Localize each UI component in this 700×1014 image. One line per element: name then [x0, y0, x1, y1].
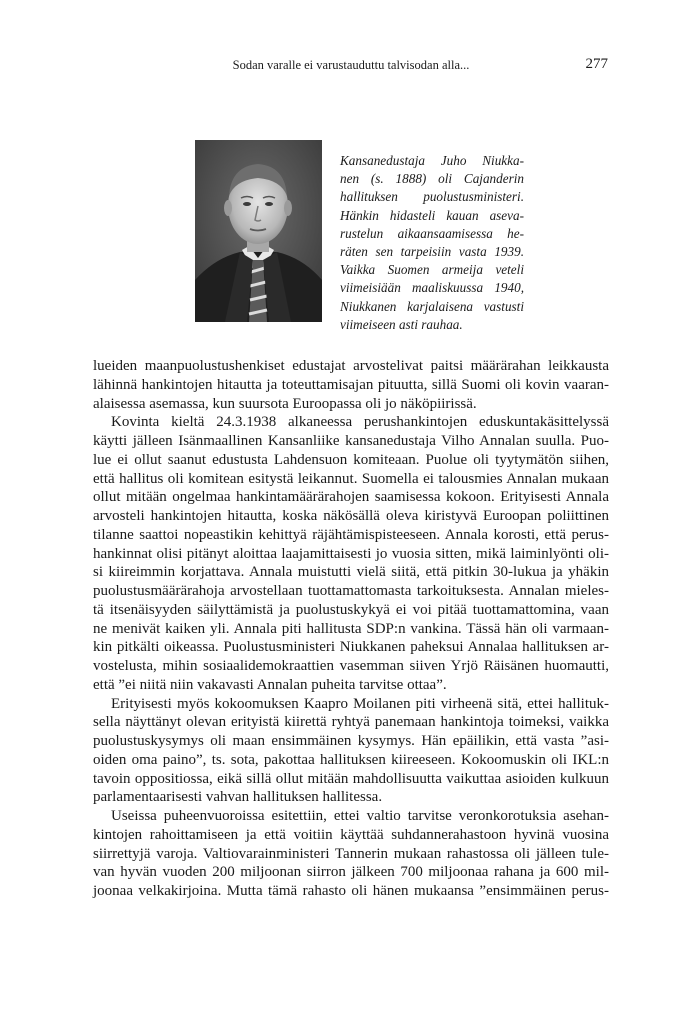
paragraph: [93, 695, 609, 808]
page-header: [92, 56, 610, 76]
text-line: ne menivät kaiken yli. Annala piti hallitusta SDP:n vankina. Tässä hän oli varmaan-: [93, 620, 609, 637]
text-line: parlamentaarisesti vahvan hallituksen hallitessa.: [93, 789, 383, 806]
figure-caption: [340, 152, 524, 334]
text-line: vostelusta, mihin sosiaalidemokraattien vasemman siiven Yrjö Räisänen huomautti,: [93, 658, 609, 674]
running-head: Sodan varalle ei varustauduttu talvisodan alla...: [232, 58, 470, 72]
text-line: Useissa puheenvuoroissa esitettiin, ettei valtio tarvitse veronkorotuksia asehan-: [111, 808, 609, 824]
text-line: sella näyttänyt olevan erityistä kiirettä ryhtyä panemaan hankintoja toimeksi, vaikka: [93, 714, 609, 731]
paragraph: [93, 413, 609, 694]
text-line: Erityisesti myös kokoomuksen Kaapro Moilanen piti virheenä sitä, ettei hallituk-: [111, 695, 609, 712]
caption-line: Kansanedustaja Juho Niukka-: [340, 153, 524, 168]
page-number: 277: [585, 56, 608, 72]
portrait-photo: [195, 140, 322, 322]
caption-line: viimeisiään maaliskuussa 1940,: [340, 280, 524, 296]
text-line: lähinnä hankintojen hitautta ja toteuttamisajan pituutta, sillä Suomi oli kovin vaaran-: [93, 376, 609, 393]
portrait-photo-icon: [195, 140, 322, 322]
text-line: lue ei ollut saanut edustusta Lahdensuon komiteaan. Puolue oli tyytymätön siihen,: [93, 451, 609, 468]
caption-line: räten sen tarpeisiin vasta 1939.: [340, 244, 524, 260]
text-line: kintojen rahoittamiseen ja että voitiin käyttää suhdannerahastoon hyvinä vuosina: [93, 826, 609, 843]
text-line: lueiden maanpuolustushenkiset edustajat arvostelivat paitsi määrärahan leikkausta: [93, 358, 609, 374]
text-line: joonaa velkakirjoina. Mutta tämä rahasto oli hänen mukaansa ”ensimmäinen perus-: [93, 883, 609, 899]
text-line: siirrettyjä varoja. Valtiovarainministeri Tannerin mukaan rahastossa oli jälleen tule-: [93, 845, 609, 862]
caption-line: rustelun aikaansaamisessa he-: [340, 225, 524, 241]
text-line: tavoin oppositiossa, eikä sillä ollut mitään mahdollisuutta vaikuttaa asioiden kulkuun: [93, 770, 609, 787]
text-line: puolustuskysymys oli maan ensimmäinen kysymys. Hän epäilikin, että vasta ”asi-: [93, 733, 609, 749]
caption-line: Hänkin hidasteli kauan aseva-: [340, 207, 524, 223]
text-line: Kovinta kieltä 24.3.1938 alkaneessa perushankintojen eduskuntakäsittelyssä: [111, 414, 609, 431]
text-line: hankinnat olisi pitänyt aloittaa laajamittaisesti jo vuosia sitten, mikä laiminlyönti oli-: [93, 545, 609, 562]
text-line: tilanne saattoi nopeastikin kehittyä räjähtämispisteeseen. Annala korosti, että perus-: [93, 526, 609, 543]
text-line: että hallitus oli komitean esitystä leikannut. Suomella ei talousmies Annalan mukaan: [93, 470, 609, 487]
body-text: [93, 357, 609, 901]
text-line: kin pitkälti oikeassa. Puolustusministeri Niukkanen paheksui Annalaa hallituksen ar-: [93, 639, 609, 656]
caption-line: Niukkanen karjalaisena vastusti: [340, 298, 524, 314]
paragraph: [93, 357, 609, 413]
text-line: si kiireimmin korjattava. Annala muistutti vielä siitä, että pitkin 30-lukua ja yhäkin: [93, 564, 609, 581]
paragraph: [93, 807, 609, 901]
caption-line: Vaikka Suomen armeija veteli: [340, 262, 524, 278]
text-line: ollut mitään ongelmaa hankintamäärärahojen saamisessa kokoon. Erityisesti Annala: [93, 489, 609, 506]
text-line: tä itsenäisyyden säilyttämistä ja puolustuskykyä ei voi pitää tuottamattomina, vaan: [93, 601, 609, 618]
text-line: alaisessa asemassa, kun suursota Euroopassa oli jo näköpiirissä.: [93, 395, 477, 412]
text-line: että ”ei niitä niin vakavasti Annalan puheita tarvitse ottaa”.: [93, 676, 447, 693]
text-line: oiden oma paino”, ts. sota, pakottaa hallituksen kiireeseen. Kokoomuskin oli IKL:n: [93, 751, 609, 768]
caption-line: nen (s. 1888) oli Cajanderin: [340, 171, 524, 187]
caption-line: viimeiseen asti rauhaa.: [340, 316, 463, 332]
text-line: van hyvän vuoden 200 miljoonan siirron jälkeen 700 miljoonaa rahana ja 600 mil-: [93, 864, 609, 881]
text-line: puolustusmäärärahoja arvostellaan tuottamattomasta tarkoituksesta. Annalan mieles-: [93, 583, 609, 599]
text-line: käytti jälleen Isänmaallinen Kansanliike kansanedustaja Vilho Annalan suulla. Puo-: [93, 433, 609, 449]
caption-line: hallituksen puolustusministeri.: [340, 189, 524, 205]
text-line: arvosteli hankintojen hitautta, koska näkösällä oleva kiristyvä Euroopan poliittinen: [93, 508, 609, 524]
